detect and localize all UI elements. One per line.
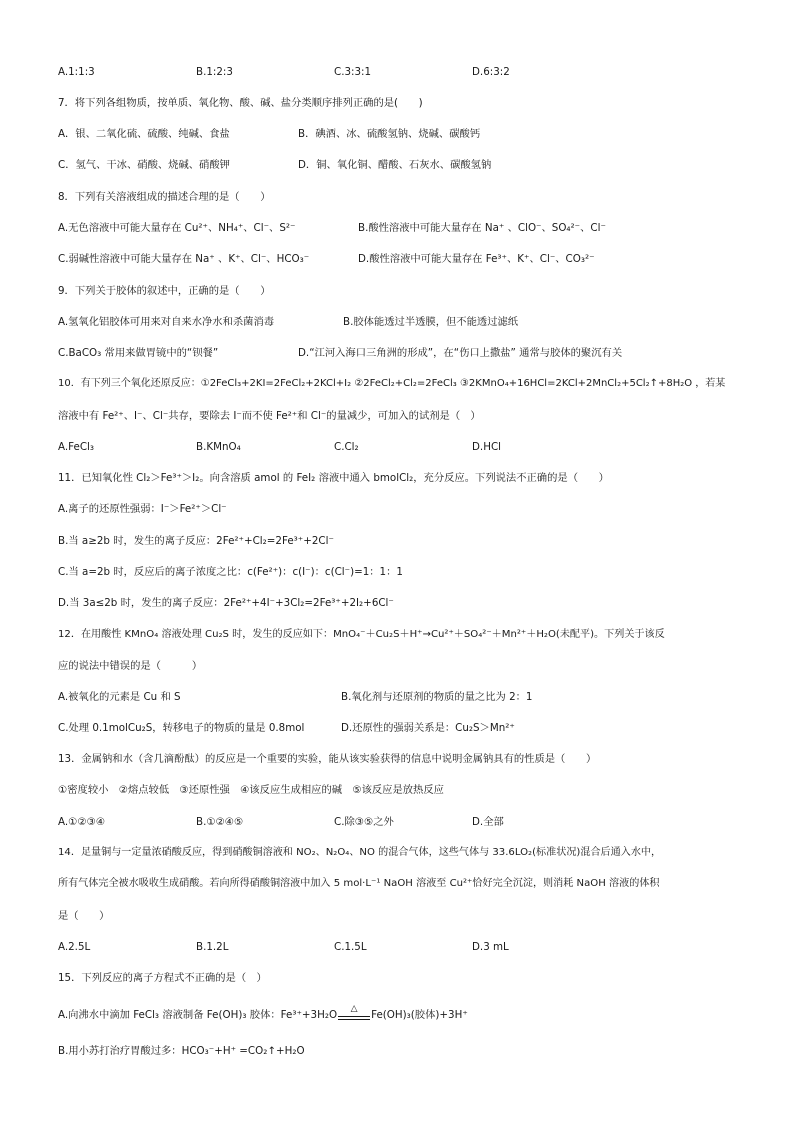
q10-option-b: B.KMnO₄ <box>196 441 241 453</box>
q6-option-d: D.6:3:2 <box>472 66 510 78</box>
question-11-stem: 11．已知氧化性 Cl₂＞Fe³⁺＞I₂。向含溶质 amol 的 FeI₂ 溶液中通入 bmolCl₂，充分反应。下列说法不正确的是（ ） <box>58 472 609 484</box>
q7-option-c: C．氢气、干冰、硝酸、烧碱、硝酸钾 <box>58 159 230 171</box>
equals-line-top <box>338 1016 370 1017</box>
q7-option-a: A．银、二氧化硫、硫酸、纯碱、食盐 <box>58 128 230 140</box>
q8-option-a: A.无色溶液中可能大量存在 Cu²⁺、NH₄⁺、Cl⁻、S²⁻ <box>58 222 296 234</box>
question-8-stem: 8．下列有关溶液组成的描述合理的是（ ） <box>58 191 271 203</box>
q13-option-d: D.全部 <box>472 816 504 828</box>
q9-option-b: B.胶体能透过半透膜，但不能透过滤纸 <box>343 316 519 328</box>
q15-option-b: B.用小苏打治疗胃酸过多：HCO₃⁻+H⁺ =CO₂↑+H₂O <box>58 1045 305 1057</box>
question-10-stem-line-2: 溶液中有 Fe²⁺、I⁻、Cl⁻共存，要除去 I⁻而不使 Fe²⁺和 Cl⁻的量减少，可加入的试剂是（ ） <box>58 410 481 422</box>
question-15-stem: 15．下列反应的离子方程式不正确的是（ ） <box>58 972 267 984</box>
question-9-stem: 9．下列关于胶体的叙述中，正确的是（ ） <box>58 285 271 297</box>
question-12-stem-line-1: 12．在用酸性 KMnO₄ 溶液处理 Cu₂S 时，发生的反应如下：MnO₄⁻＋Cu₂S＋H⁺→Cu²⁺＋SO₄²⁻＋Mn²⁺＋H₂O(未配平)。下列关于该反 <box>58 629 665 640</box>
q11-option-d: D.当 3a≤2b 时，发生的离子反应：2Fe²⁺+4I⁻+3Cl₂=2Fe³⁺+2I₂+6Cl⁻ <box>58 597 394 609</box>
equals-line-bottom <box>338 1019 370 1020</box>
question-12-stem-line-2: 应的说法中错误的是（ ） <box>58 660 203 672</box>
q11-option-c: C.当 a=2b 时，反应后的离子浓度之比：c(Fe²⁺)：c(I⁻)：c(Cl⁻)=1：1：1 <box>58 566 403 578</box>
q13-option-b: B.①②④⑤ <box>196 816 244 828</box>
q13-option-a: A.①②③④ <box>58 816 106 828</box>
q12-option-b: B.氧化剂与还原剂的物质的量之比为 2：1 <box>341 691 533 703</box>
q10-option-a: A.FeCl₃ <box>58 441 95 453</box>
q15-option-a <box>58 1004 468 1022</box>
question-14-stem-line-1: 14．足量铜与一定量浓硝酸反应，得到硝酸铜溶液和 NO₂、N₂O₄、NO 的混合气体，这些气体与 33.6LO₂(标准状况)混合后通入水中， <box>58 847 662 858</box>
q11-option-b: B.当 a≥2b 时，发生的离子反应：2Fe²⁺+Cl₂=2Fe³⁺+2Cl⁻ <box>58 535 334 547</box>
question-14-stem-line-3: 是（ ） <box>58 910 110 922</box>
question-10-stem-line-1: 10．有下列三个氧化还原反应：①2FeCl₃+2KI=2FeCl₂+2KCl+I₂ ②2FeCl₂+Cl₂=2FeCl₃ ③2KMnO₄+16HCl=2KCl+2MnCl₂+5Cl₂↑+8H₂O ，若某 <box>58 378 726 389</box>
q6-option-c: C.3:3:1 <box>334 66 372 78</box>
question-7-stem: 7．将下列各组物质，按单质、氧化物、酸、碱、盐分类顺序排列正确的是( ) <box>58 97 423 109</box>
q13-option-c: C.除③⑤之外 <box>334 816 394 828</box>
q14-option-b: B.1.2L <box>196 941 229 953</box>
q14-option-c: C.1.5L <box>334 941 367 953</box>
q12-option-c: C.处理 0.1molCu₂S，转移电子的物质的量是 0.8mol <box>58 722 305 734</box>
reaction-condition-arrow <box>338 1004 370 1022</box>
q11-option-a: A.离子的还原性强弱：I⁻＞Fe²⁺＞Cl⁻ <box>58 503 227 515</box>
q7-option-b: B．碘酒、冰、硫酸氢钠、烧碱、碳酸钙 <box>298 128 481 140</box>
q10-option-c: C.Cl₂ <box>334 441 359 453</box>
q8-option-c: C.弱碱性溶液中可能大量存在 Na⁺ 、K⁺、Cl⁻、HCO₃⁻ <box>58 253 310 265</box>
q8-option-b: B.酸性溶液中可能大量存在 Na⁺ 、ClO⁻、SO₄²⁻、Cl⁻ <box>358 222 606 234</box>
q10-option-d: D.HCl <box>472 441 501 453</box>
q14-option-a: A.2.5L <box>58 941 91 953</box>
q7-option-d: D．铜、氧化铜、醋酸、石灰水、碳酸氢钠 <box>298 159 492 171</box>
q6-option-a: A.1:1:3 <box>58 66 95 78</box>
q6-option-b: B.1:2:3 <box>196 66 233 78</box>
heat-symbol: △ <box>350 1004 358 1014</box>
q9-option-c: C.BaCO₃ 常用来做胃镜中的“钡餐” <box>58 347 219 359</box>
q9-option-d: D.“江河入海口三角洲的形成”，在“伤口上撒盐” 通常与胶体的聚沉有关 <box>298 347 623 359</box>
question-14-stem-line-2: 所有气体完全被水吸收生成硝酸。若向所得硝酸铜溶液中加入 5 mol·L⁻¹ NaOH 溶液至 Cu²⁺恰好完全沉淀，则消耗 NaOH 溶液的体积 <box>58 878 660 889</box>
q8-option-d: D.酸性溶液中可能大量存在 Fe³⁺、K⁺、Cl⁻、CO₃²⁻ <box>358 253 595 265</box>
q15-option-a-reactants: A.向沸水中滴加 FeCl₃ 溶液制备 Fe(OH)₃ 胶体：Fe³⁺+3H₂O <box>58 1009 338 1021</box>
q15-option-a-products: Fe(OH)₃(胶体)+3H⁺ <box>371 1009 468 1021</box>
question-13-stem: 13．金属钠和水（含几滴酚酞）的反应是一个重要的实验，能从该实验获得的信息中说明金属钠具有的性质是（ ） <box>58 753 597 765</box>
q12-option-a: A.被氧化的元素是 Cu 和 S <box>58 691 181 703</box>
question-13-items: ①密度较小 ②熔点较低 ③还原性强 ④该反应生成相应的碱 ⑤该反应是放热反应 <box>58 784 444 796</box>
q14-option-d: D.3 mL <box>472 941 509 953</box>
q9-option-a: A.氢氧化铝胶体可用来对自来水净水和杀菌消毒 <box>58 316 275 328</box>
q12-option-d: D.还原性的强弱关系是：Cu₂S＞Mn²⁺ <box>341 722 515 734</box>
